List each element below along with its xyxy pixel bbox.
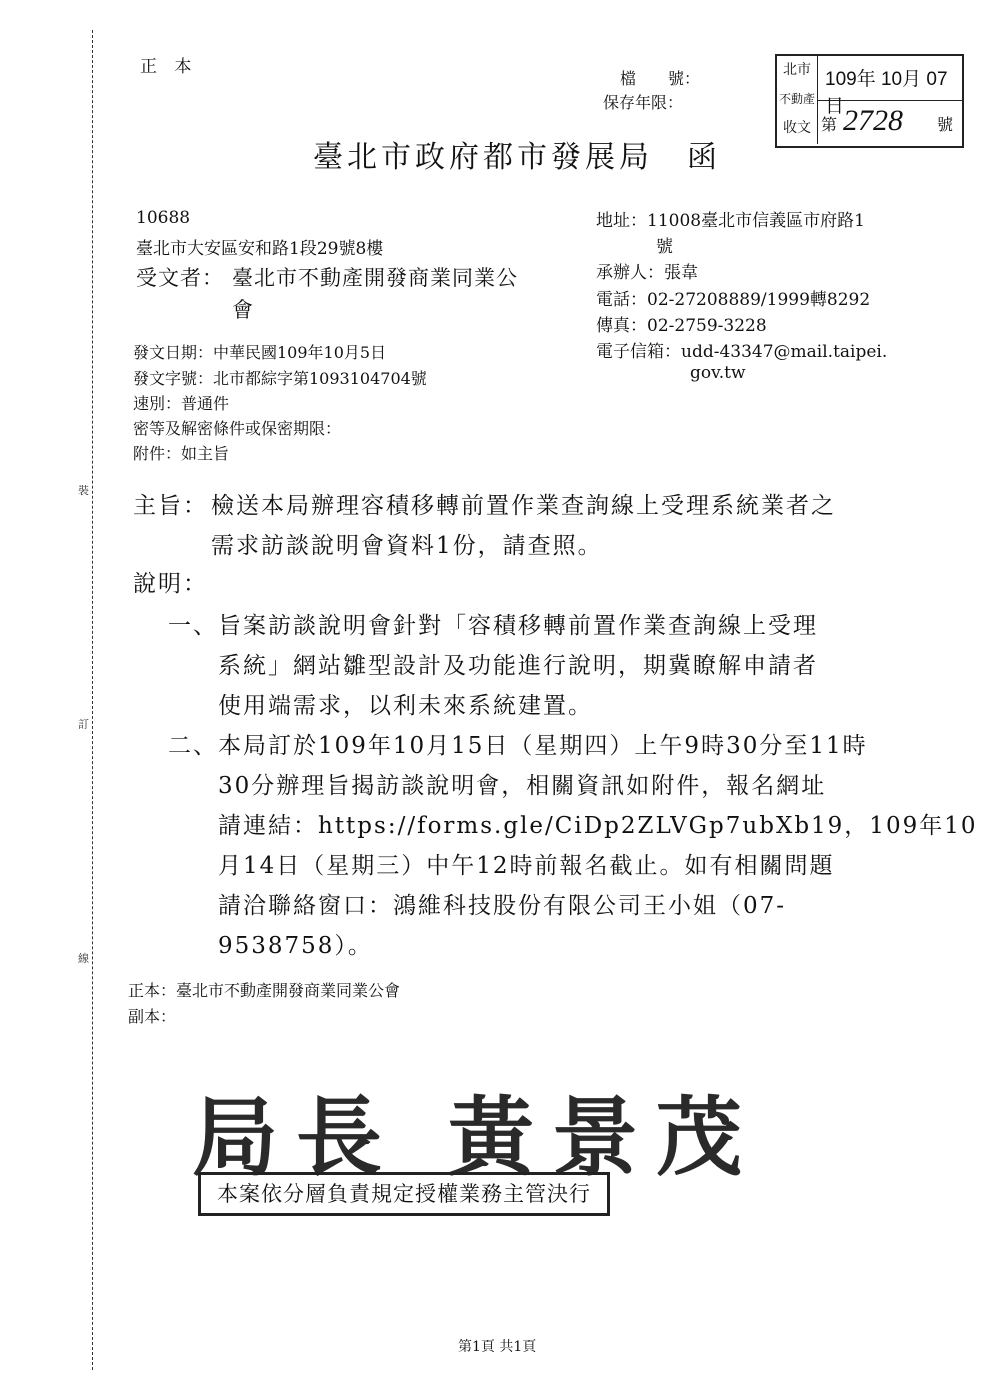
attachment: 附件：如主旨 (133, 444, 230, 463)
subject-label: 主旨： (133, 493, 208, 519)
stamp-date: 109年 10月 07日 (825, 69, 948, 117)
binding-line (92, 30, 93, 1370)
item-1-line1: 旨案訪談說明會針對「容積移轉前置作業查詢線上受理 (218, 613, 818, 639)
distribution-original: 正本：臺北市不動產開發商業同業公會 (128, 981, 401, 1000)
authorization-stamp: 本案依分層負責規定授權業務主管決行 (198, 1172, 610, 1216)
recipient-name-line2: 會 (232, 298, 254, 322)
sender-address-line1: 地址：11008臺北市信義區市府路1 (596, 211, 865, 231)
item-2-line4: 月14日（星期三）中午12時前報名截止。如有相關問題 (218, 853, 835, 879)
item-2-line6: 9538758）。 (218, 933, 373, 959)
item-2-line1: 本局訂於109年10月15日（星期四）上午9時30分至11時 (218, 733, 868, 759)
stamp-number: 2728 (843, 104, 903, 137)
item-1-line2: 系統」網站雛型設計及功能進行說明，期冀瞭解申請者 (218, 653, 818, 679)
sender-handler: 承辦人：張韋 (596, 263, 698, 283)
retention-label: 保存年限： (603, 93, 684, 112)
secrecy-level: 密等及解密條件或保密期限： (133, 419, 342, 438)
stamp-label-city: 北市 (783, 62, 811, 78)
sender-phone: 電話：02-27208889/1999轉8292 (596, 290, 871, 310)
item-2-line3: 請連結：https://forms.gle/CiDp2ZLVGp7ubXb19，109年10 (218, 813, 978, 839)
recipient-address: 臺北市大安區安和路1段29號8樓 (136, 239, 384, 259)
file-no-label: 檔 號： (620, 69, 701, 88)
stamp-label-realestate: 不動產 (778, 92, 815, 106)
item-1-marker: 一、 (168, 613, 218, 639)
binding-mark-ding: 訂 (78, 718, 89, 731)
speed-class: 速別：普通件 (133, 394, 230, 413)
item-2-line2: 30分辦理旨揭訪談說明會，相關資訊如附件，報名網址 (218, 773, 827, 799)
stamp-label-column (777, 56, 818, 144)
item-2-marker: 二、 (168, 733, 218, 759)
subject-line2: 需求訪談說明會資料1份，請查照。 (211, 533, 603, 559)
binding-mark-xian: 線 (78, 952, 89, 965)
sender-email-line2: gov.tw (690, 363, 746, 383)
original-mark: 正 本 (140, 57, 198, 77)
item-1-line3: 使用端需求，以利未來系統建置。 (218, 693, 593, 719)
explanation-label: 說明： (133, 571, 208, 597)
recipient-label: 受文者： (136, 266, 224, 290)
sender-address-line2: 號 (656, 237, 673, 257)
recipient-name-line1: 臺北市不動產開發商業同業公 (232, 266, 518, 290)
stamp-label-received: 收文 (783, 120, 811, 136)
stamp-number-label: 第 (821, 115, 838, 134)
issue-date: 發文日期：中華民國109年10月5日 (133, 343, 387, 362)
sender-email-line1: 電子信箱：udd-43347@mail.taipei. (596, 342, 888, 362)
page-footer: 第1頁 共1頁 (458, 1339, 537, 1355)
distribution-copy: 副本： (128, 1007, 177, 1026)
binding-mark-zhuang: 裝 (78, 484, 89, 497)
subject-line1: 檢送本局辦理容積移轉前置作業查詢線上受理系統業者之 (211, 493, 836, 519)
document-title: 臺北市政府都市發展局 函 (313, 140, 721, 175)
director-signature-seal: 局長 黃景茂 (192, 1087, 760, 1188)
postal-code: 10688 (136, 208, 191, 228)
sender-fax: 傳真：02-2759-3228 (596, 316, 767, 336)
issue-number: 發文字號：北市都綜字第1093104704號 (133, 369, 427, 388)
received-stamp (775, 54, 964, 148)
stamp-number-suffix: 號 (937, 115, 954, 134)
item-2-line5: 請洽聯絡窗口：鴻維科技股份有限公司王小姐（07- (218, 893, 787, 919)
